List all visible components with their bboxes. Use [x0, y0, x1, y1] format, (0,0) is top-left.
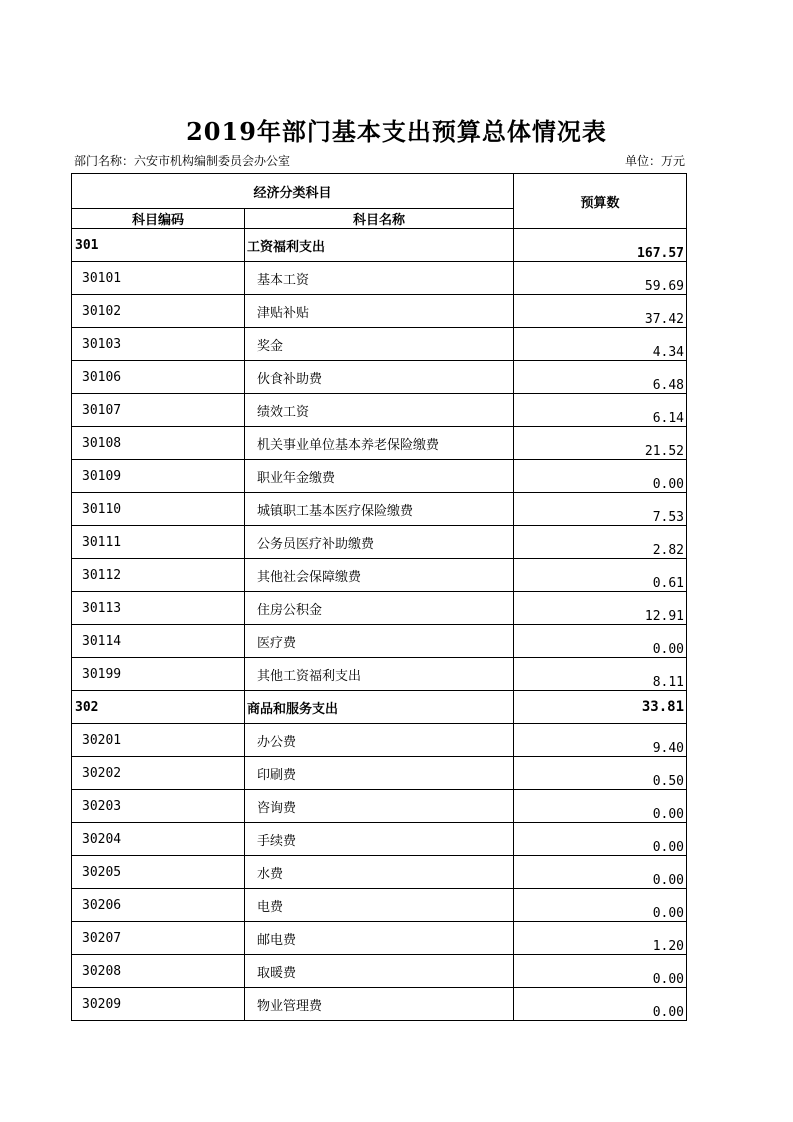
table-row	[72, 691, 687, 724]
row-name: 电费	[245, 889, 514, 922]
row-code: 30109	[72, 460, 245, 493]
row-name: 津贴补贴	[245, 295, 514, 328]
row-amount: 167.57	[514, 229, 687, 262]
row-name: 住房公积金	[245, 592, 514, 625]
table-row	[72, 823, 687, 856]
table-row	[72, 955, 687, 988]
row-name: 机关事业单位基本养老保险缴费	[245, 427, 514, 460]
row-name: 公务员医疗补助缴费	[245, 526, 514, 559]
table-row	[72, 229, 687, 262]
row-code: 30102	[72, 295, 245, 328]
row-amount: 0.00	[514, 856, 687, 889]
header-amount: 预算数	[514, 174, 687, 229]
table-row	[72, 295, 687, 328]
row-code: 30204	[72, 823, 245, 856]
row-code: 30199	[72, 658, 245, 691]
row-amount: 0.00	[514, 790, 687, 823]
table-row	[72, 856, 687, 889]
row-name: 水费	[245, 856, 514, 889]
row-amount: 0.00	[514, 460, 687, 493]
row-name: 工资福利支出	[245, 229, 514, 262]
row-amount: 0.50	[514, 757, 687, 790]
row-code: 30108	[72, 427, 245, 460]
row-amount: 8.11	[514, 658, 687, 691]
row-code: 30114	[72, 625, 245, 658]
table-row	[72, 328, 687, 361]
row-amount: 6.14	[514, 394, 687, 427]
row-code: 30201	[72, 724, 245, 757]
table-row	[72, 262, 687, 295]
row-name: 手续费	[245, 823, 514, 856]
row-code: 30206	[72, 889, 245, 922]
row-amount: 7.53	[514, 493, 687, 526]
department-label: 部门名称：六安市机构编制委员会办公室	[74, 154, 291, 168]
row-name: 物业管理费	[245, 988, 514, 1021]
row-amount: 59.69	[514, 262, 687, 295]
row-name: 伙食补助费	[245, 361, 514, 394]
row-code: 30205	[72, 856, 245, 889]
row-amount: 0.00	[514, 823, 687, 856]
row-amount: 0.00	[514, 889, 687, 922]
row-amount: 9.40	[514, 724, 687, 757]
row-name: 其他社会保障缴费	[245, 559, 514, 592]
page-title: 2019年部门基本支出预算总体情况表	[186, 117, 607, 146]
row-amount: 6.48	[514, 361, 687, 394]
row-code: 30208	[72, 955, 245, 988]
table-row	[72, 427, 687, 460]
row-code: 301	[72, 229, 245, 262]
table-row	[72, 460, 687, 493]
row-amount: 37.42	[514, 295, 687, 328]
header-group: 经济分类科目	[72, 174, 514, 209]
row-code: 30110	[72, 493, 245, 526]
row-name: 印刷费	[245, 757, 514, 790]
table-row	[72, 394, 687, 427]
row-code: 30113	[72, 592, 245, 625]
table-row	[72, 889, 687, 922]
row-name: 奖金	[245, 328, 514, 361]
table-row	[72, 658, 687, 691]
row-code: 30107	[72, 394, 245, 427]
table-row	[72, 922, 687, 955]
budget-table	[71, 173, 687, 1021]
unit-label: 单位：万元	[624, 154, 685, 168]
row-name: 绩效工资	[245, 394, 514, 427]
row-name: 职业年金缴费	[245, 460, 514, 493]
row-code: 30207	[72, 922, 245, 955]
table-row	[72, 592, 687, 625]
row-amount: 21.52	[514, 427, 687, 460]
row-amount: 0.61	[514, 559, 687, 592]
row-amount: 33.81	[514, 691, 687, 724]
table-row	[72, 757, 687, 790]
row-amount: 12.91	[514, 592, 687, 625]
table-row	[72, 988, 687, 1021]
header-name: 科目名称	[245, 209, 514, 229]
table-row	[72, 724, 687, 757]
table-row	[72, 493, 687, 526]
row-name: 取暖费	[245, 955, 514, 988]
header-code: 科目编码	[72, 209, 245, 229]
row-code: 30103	[72, 328, 245, 361]
table-row	[72, 790, 687, 823]
table-row	[72, 526, 687, 559]
row-amount: 2.82	[514, 526, 687, 559]
row-code: 30111	[72, 526, 245, 559]
row-code: 30209	[72, 988, 245, 1021]
row-code: 30202	[72, 757, 245, 790]
row-amount: 0.00	[514, 988, 687, 1021]
table-row	[72, 625, 687, 658]
row-name: 邮电费	[245, 922, 514, 955]
row-name: 其他工资福利支出	[245, 658, 514, 691]
row-code: 30203	[72, 790, 245, 823]
row-name: 城镇职工基本医疗保险缴费	[245, 493, 514, 526]
row-code: 30106	[72, 361, 245, 394]
table-row	[72, 361, 687, 394]
row-code: 30112	[72, 559, 245, 592]
row-amount: 0.00	[514, 625, 687, 658]
row-name: 医疗费	[245, 625, 514, 658]
row-name: 办公费	[245, 724, 514, 757]
row-amount: 1.20	[514, 922, 687, 955]
row-amount: 4.34	[514, 328, 687, 361]
row-name: 基本工资	[245, 262, 514, 295]
table-row	[72, 559, 687, 592]
row-name: 商品和服务支出	[245, 691, 514, 724]
row-amount: 0.00	[514, 955, 687, 988]
row-code: 302	[72, 691, 245, 724]
row-code: 30101	[72, 262, 245, 295]
row-name: 咨询费	[245, 790, 514, 823]
